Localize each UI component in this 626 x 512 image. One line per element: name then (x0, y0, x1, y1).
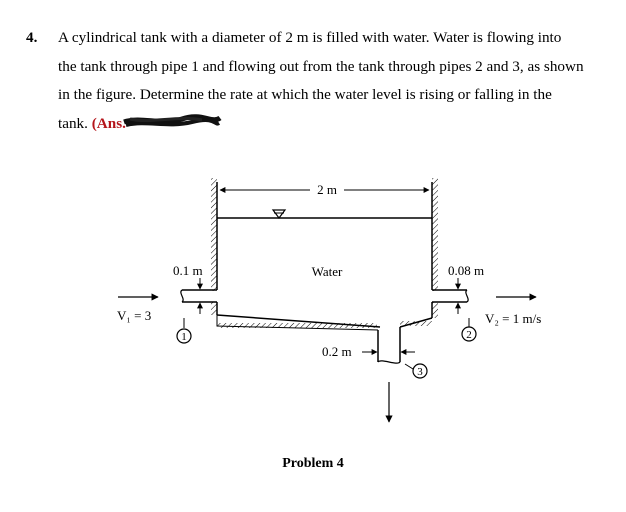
free-surface-symbol (273, 210, 285, 218)
problem-line-3: in the figure. Determine the rate at which the water level is rising or falling in the (58, 86, 552, 103)
left-wall-hatch (211, 178, 217, 291)
figure-caption: Problem 4 (282, 456, 344, 471)
pipe-2 (432, 290, 467, 302)
water-label: Water (311, 264, 343, 279)
pipe3-diameter-label: 0.2 m (322, 344, 352, 359)
pipe-1 (182, 290, 217, 302)
pipe2-diameter-label: 0.08 m (448, 263, 485, 278)
right-wall-hatch (432, 178, 438, 291)
problem-number: 4. (26, 29, 38, 46)
pipe3-number: 3 (417, 366, 423, 378)
v1-label: V₁ = 3 (117, 308, 152, 323)
pipe-3 (378, 327, 400, 362)
problem-line-4-text: tank. (58, 114, 92, 132)
diameter-label: 2 m (317, 182, 337, 197)
problem-line-2: the tank through pipe 1 and flowing out from the tank through pipes 2 and 3, as shown (58, 57, 584, 75)
problem-line-1: A cylindrical tank with a diameter of 2 m is filled with water. Water is flowing into (58, 29, 562, 46)
pipe1-number: 1 (181, 331, 187, 343)
pipe1-diameter-label: 0.1 m (173, 263, 203, 278)
answer-label: (Ans. – (91, 114, 138, 132)
pipe2-number: 2 (466, 329, 472, 341)
v2-label: V₂ = 1 m/s (485, 311, 542, 326)
